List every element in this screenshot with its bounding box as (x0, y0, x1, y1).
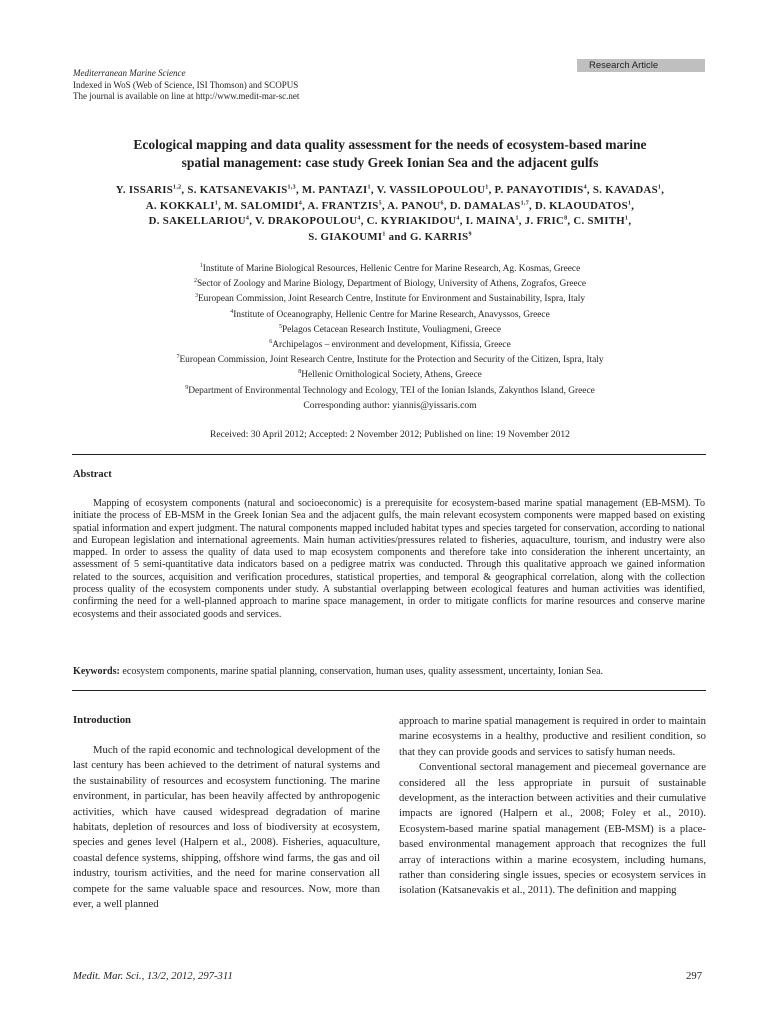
author-name: D. SAKELLARIOU (148, 215, 246, 228)
author-affiliation-mark: 4 (357, 215, 361, 222)
author-affiliation-mark: 4 (456, 215, 460, 222)
author-affiliation-mark: 1,7 (520, 200, 529, 206)
author-name: , A. FRANTZIS (302, 199, 379, 212)
affiliation-number: 7 (176, 354, 180, 361)
author-name: and G. KARRIS (385, 230, 469, 243)
author-name: , D. DAMALAS (443, 199, 521, 212)
intro-paragraph-3: Conventional sectoral management and piecemeal governance are considered all the less appropriate in pursuit of sustainable development, as the interaction between activities and their cumulative impacts are ignored (Halpern et al., 2008; Foley et al., 2010). Ecosystem-based marine spatial management (EB-MSM) is a place-based environmental management approach that recognizes the full array of interactions within a marine ecosystem, including humans, rather than considering single issues, species or ecosystem services in isolation (Katsanevakis et al., 2011). The definition and mapping (399, 761, 706, 897)
author-name: , (661, 184, 665, 196)
affiliation (60, 323, 720, 338)
author-affiliation-mark: 9 (468, 231, 472, 238)
author-affiliation-mark: 1,3 (287, 184, 296, 191)
footer-citation: Medit. Mar. Sci., 13/2, 2012, 297-311 (73, 970, 233, 982)
author-affiliation-mark: 6 (440, 200, 444, 206)
affiliation (60, 338, 720, 353)
author-affiliation-mark: 1 (485, 184, 489, 191)
author-affiliation-mark: 1 (367, 184, 371, 191)
divider-bottom (72, 690, 706, 691)
corresponding-author: Corresponding author: yiannis@yissaris.com (303, 400, 477, 411)
author-name: , I. MAINA (459, 215, 516, 228)
title-line-1: Ecological mapping and data quality assessment for the needs of ecosystem-based marine (133, 137, 647, 152)
intro-paragraph-2: approach to marine spatial management is required in order to maintain marine ecosystems in a healthy, productive and resilient condition, so that they can provide goods and services to satisfy human needs. (399, 715, 706, 758)
author-name: , S. KATSANEVAKIS (181, 184, 288, 196)
author-name: , A. PANOU (381, 199, 441, 212)
author-affiliation-mark: 5 (378, 200, 382, 206)
journal-header (73, 68, 299, 103)
affiliation-text: Sector of Zoology and Marine Biology, Department of Biology, University of Athens, Zografos, Greece (196, 279, 587, 290)
author-line (60, 183, 720, 199)
author-name: , D. KLAOUDATOS (529, 199, 628, 212)
keywords-label: Keywords: (73, 666, 120, 677)
author-affiliation-mark: 1 (657, 184, 662, 191)
affiliation-list (60, 262, 720, 399)
affiliation-text: Archipelagos – environment and development, Kifissia, Greece (272, 340, 511, 351)
affiliation-number: 6 (269, 338, 273, 345)
affiliation-text: European Commission, Joint Research Centre, Institute for the Protection and Security of the Citizen, Ispra, Italy (179, 355, 604, 366)
column-left (73, 743, 380, 912)
affiliation (60, 277, 720, 292)
author-affiliation-mark: 1 (625, 215, 629, 222)
article-title (60, 136, 720, 172)
article-type-badge: Research Article (577, 59, 705, 72)
author-name: , (628, 215, 632, 228)
keywords-text: ecosystem components, marine spatial planning, conservation, human uses, quality assessment, uncertainty, Ionian Sea. (119, 666, 604, 677)
author-name: A. KOKKALI (145, 199, 215, 212)
author-name: , P. PANAYOTIDIS (488, 184, 584, 196)
author-name: , M. SALOMIDI (218, 199, 299, 212)
intro-paragraph-1: Much of the rapid economic and technological development of the last century has been achieved to the detriment of natural systems and the sustainability of resources and ecosystem functioning. The marine environment, in particular, has been heavily affected by anthropogenic activities, which have caused widespread degradation of marine habitats, depletion of resources and loss of biodiversity at ecosystem, species and genes level (Halpern et al., 2008). Fisheries, aquaculture, coastal defence systems, shipping, offshore wind farms, the gas and oil industry, tourism activities, and the need for marine conservation all compete for the same valuable space and resources. Now, more than ever, a well planned (73, 744, 380, 911)
introduction-heading: Introduction (73, 714, 132, 726)
author-affiliation-mark: 4 (245, 215, 250, 222)
url-line: The journal is available on line at http://www.medit-mar-sc.net (73, 91, 300, 101)
author-name: Y. ISSARIS (115, 184, 174, 196)
author-line (60, 214, 720, 230)
affiliation-text: Pelagos Cetacean Research Institute, Vouliagmeni, Greece (281, 324, 502, 335)
affiliation (60, 308, 720, 323)
author-name: , V. DRAKOPOULOU (249, 215, 358, 228)
publication-dates: Received: 30 April 2012; Accepted: 2 November 2012; Published on line: 19 November 2012 (210, 429, 570, 440)
affiliation-number: 3 (194, 293, 198, 300)
affiliation-text: Institute of Oceanography, Hellenic Centre for Marine Research, Anavyssos, Greece (233, 309, 550, 320)
affiliation (60, 262, 720, 277)
journal-name: Mediterranean Marine Science (73, 68, 186, 78)
author-name: S. GIAKOUMI (308, 230, 383, 243)
author-line (60, 199, 720, 215)
affiliation (60, 353, 720, 368)
author-affiliation-mark: 1 (382, 231, 386, 238)
author-name: , C. SMITH (567, 215, 625, 228)
divider-top (72, 454, 706, 455)
affiliation-number: 8 (298, 369, 302, 376)
affiliation-number: 2 (193, 278, 197, 285)
author-affiliation-mark: 1 (515, 215, 519, 222)
keywords (73, 666, 707, 678)
affiliation (60, 292, 720, 307)
author-list (60, 183, 720, 245)
author-line (60, 230, 720, 246)
author-name: , M. PANTAZI (295, 184, 368, 196)
affiliation (60, 384, 720, 399)
affiliation-number: 9 (185, 384, 189, 391)
affiliation-text: Department of Environmental Technology and Ecology, TEI of the Ionian Islands, Zakynthos Island, Greece (188, 385, 595, 396)
author-affiliation-mark: 1,2 (173, 184, 182, 191)
abstract-body: Mapping of ecosystem components (natural and socioeconomic) is a prerequisite for ecosystem-based marine spatial management (EB-MSM). To initiate the process of EB-MSM in the Greek Ionian Sea and the adjacent gulfs, the main relevant ecosystem components were mapped based on existing spatial information and expert judgment. The natural components mapped included habitat types and species targeted for conservation, according to national and European legislation and international agreements. Main human activities/pressures related to fisheries, aquaculture, tourism, and industry were also mapped. In order to assess the quality of data used to map ecosystem components and therefore take into consideration the inherent uncertainty, an assessment of 5 semi-quantitative data indicators based on a pedigree matrix was conducted. Through this qualitative approach we gained information related to the sources, acquisition and verification procedures, statistical properties, and temporal & geographical correlation, along with the collection process quality of the ecosystem components under study. A substantial overlapping between ecological features and human activities was identified, confirming the need for a well-planned approach to marine space management, in order to mitigate conflicts for marine resources and conserve marine ecosystems and their associated goods and services. (73, 498, 705, 620)
affiliation-number: 4 (230, 308, 234, 315)
index-line: Indexed in WoS (Web of Science, ISI Thomson) and SCOPUS (73, 79, 299, 90)
author-affiliation-mark: 4 (583, 184, 587, 191)
affiliation-text: Hellenic Ornithological Society, Athens, Greece (301, 370, 482, 381)
affiliation-text: Institute of Marine Biological Resources, Hellenic Centre for Marine Research, Ag. Kosmas, Greece (202, 264, 581, 274)
author-affiliation-mark: 4 (298, 200, 303, 206)
author-name: , S. KAVADAS (586, 184, 658, 196)
column-right (399, 714, 706, 899)
author-name: , C. KYRIAKIDOU (360, 215, 457, 228)
abstract-heading: Abstract (73, 469, 112, 480)
author-name: , V. VASSILOPOULOU (370, 184, 486, 196)
title-line-2: spatial management: case study Greek Ionian Sea and the adjacent gulfs (181, 155, 599, 170)
author-affiliation-mark: 8 (564, 215, 568, 222)
author-name: , J. FRIC (518, 215, 565, 228)
author-affiliation-mark: 1 (627, 200, 632, 206)
author-name: , (631, 199, 635, 212)
affiliation (60, 368, 720, 383)
affiliation-number: 1 (199, 262, 203, 269)
page-number: 297 (686, 970, 703, 982)
affiliation-text: European Commission, Joint Research Centre, Institute for Environment and Sustainability, Ispra, Italy (197, 294, 586, 305)
author-affiliation-mark: 1 (214, 200, 219, 206)
affiliation-number: 5 (278, 323, 282, 330)
